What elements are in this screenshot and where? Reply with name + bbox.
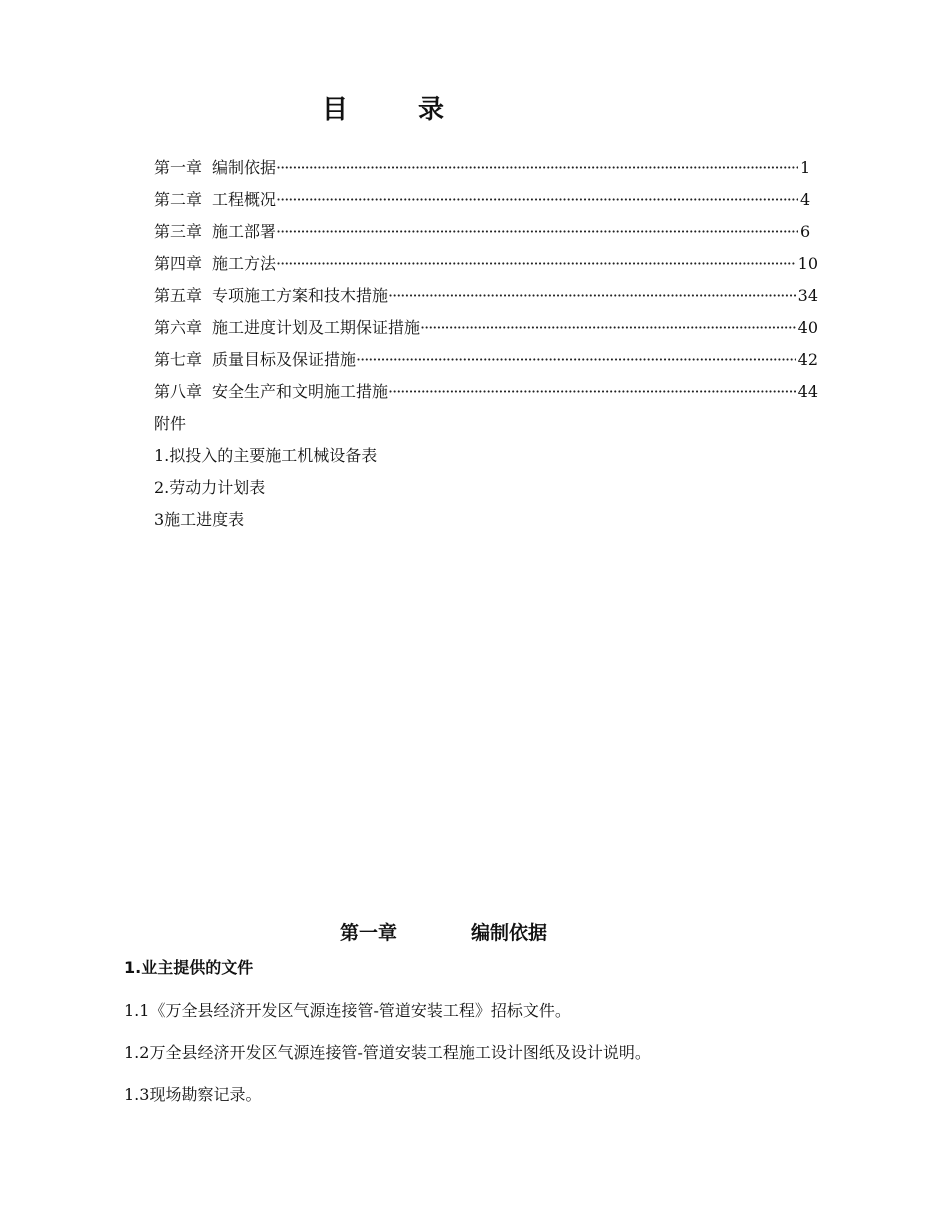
toc-entry-page: 6: [800, 222, 811, 241]
toc-entry-title: 施工部署: [212, 222, 277, 241]
toc-title-char-2: 录: [418, 95, 445, 125]
chapter-heading-number: 第一章: [340, 922, 398, 944]
section-item: 1.2万全县经济开发区气源连接管-管道安装工程施工设计图纸及设计说明。: [124, 1043, 651, 1062]
toc-entry-page: 34: [797, 286, 818, 305]
toc-title: [322, 92, 452, 128]
toc-entry-title: 安全生产和文明施工措施: [212, 382, 389, 401]
toc-entry-chapter: 第七章: [154, 350, 203, 369]
toc-entry-page: 42: [797, 350, 818, 369]
appendix-label: 附件: [154, 414, 187, 433]
toc-entry[interactable]: [154, 216, 818, 248]
toc-entry[interactable]: [154, 152, 818, 184]
toc-leader-dots: [388, 280, 796, 312]
toc-entry[interactable]: [154, 248, 818, 280]
toc-entry-page: 44: [797, 382, 818, 401]
toc-list: [154, 152, 818, 536]
toc-entry-chapter: 第四章: [154, 254, 203, 273]
toc-leader-dots: [420, 312, 796, 344]
toc-entry-chapter: 第三章: [154, 222, 203, 241]
toc-leader-dots: [388, 376, 796, 408]
toc-entry-page: 10: [797, 254, 818, 273]
toc-leader-dots: [276, 248, 796, 280]
toc-entry-chapter: 第五章: [154, 286, 203, 305]
chapter-heading: [340, 916, 580, 950]
toc-title-char-1: 目: [322, 95, 349, 125]
chapter-heading-title: 编制依据: [471, 922, 548, 944]
appendix-item: 3施工进度表: [154, 510, 245, 529]
toc-entry-title: 施工方法: [212, 254, 277, 273]
toc-entry-page: 4: [800, 190, 811, 209]
toc-entry-chapter: 第一章: [154, 158, 203, 177]
appendix-item: 1.拟投入的主要施工机械设备表: [154, 446, 378, 465]
toc-entry-title: 施工进度计划及工期保证措施: [212, 318, 421, 337]
section-item: 1.3现场勘察记录。: [124, 1085, 262, 1104]
toc-entry-chapter: 第二章: [154, 190, 203, 209]
toc-entry[interactable]: [154, 312, 818, 344]
toc-entry-title: 工程概况: [212, 190, 277, 209]
section-item: 1.1《万全县经济开发区气源连接管-管道安装工程》招标文件。: [124, 1001, 571, 1020]
appendix-item: 2.劳动力计划表: [154, 478, 266, 497]
toc-leader-dots: [276, 152, 798, 184]
toc-entry[interactable]: [154, 344, 818, 376]
toc-entry-chapter: 第六章: [154, 318, 203, 337]
toc-entry[interactable]: [154, 376, 818, 408]
toc-entry-chapter: 第八章: [154, 382, 203, 401]
toc-entry-page: 1: [800, 158, 811, 177]
toc-entry-title: 质量目标及保证措施: [212, 350, 357, 369]
toc-entry-title: 编制依据: [212, 158, 277, 177]
toc-entry[interactable]: [154, 184, 818, 216]
toc-entry[interactable]: [154, 280, 818, 312]
toc-leader-dots: [276, 184, 798, 216]
toc-entry-title: 专项施工方案和技木措施: [212, 286, 389, 305]
section-title: 1.业主提供的文件: [124, 958, 254, 977]
toc-entry-page: 40: [797, 318, 818, 337]
toc-leader-dots: [356, 344, 796, 376]
toc-leader-dots: [276, 216, 798, 248]
